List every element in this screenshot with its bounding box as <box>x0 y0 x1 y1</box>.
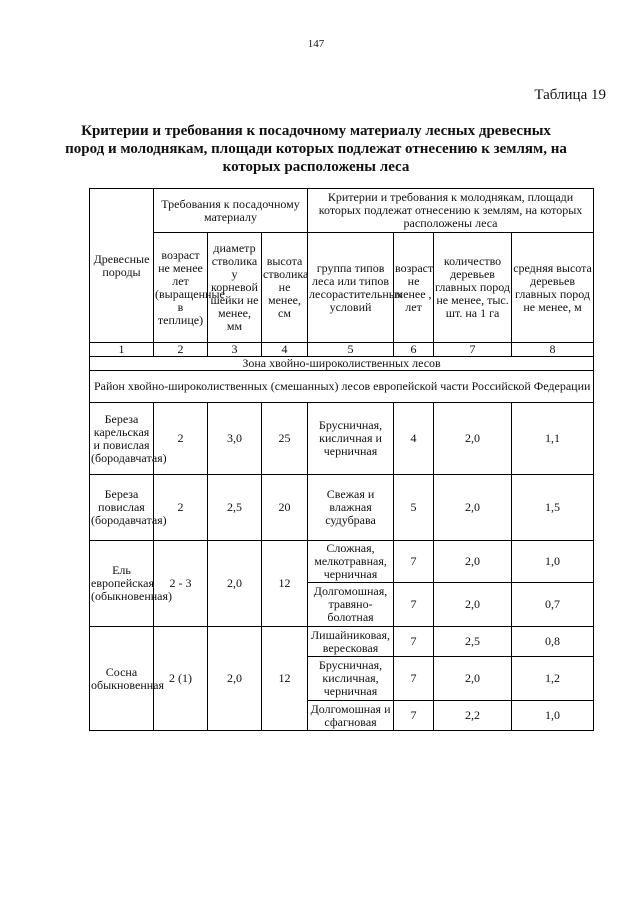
column-number: 1 <box>90 343 154 357</box>
young-age-cell: 7 <box>394 583 434 627</box>
forest-type-cell: Свежая и влажная судубрава <box>308 475 394 541</box>
young-age-cell: 7 <box>394 627 434 657</box>
column-number: 2 <box>154 343 208 357</box>
forest-type-cell: Лишайниковая, вересковая <box>308 627 394 657</box>
young-age-cell: 7 <box>394 541 434 583</box>
table-row <box>90 541 594 583</box>
tree-count-cell: 2,0 <box>434 541 512 583</box>
height-cell: 20 <box>262 475 308 541</box>
tree-count-cell: 2,0 <box>434 657 512 701</box>
region-row: Район хвойно-широколиственных (смешанных) лесов европейской части Российской Федерации <box>90 371 594 403</box>
zone-row: Зона хвойно-широколиственных лесов <box>90 357 594 371</box>
avg-height-cell: 0,8 <box>512 627 594 657</box>
tree-count-cell: 2,0 <box>434 583 512 627</box>
species-cell: Береза повислая (бородавчатая) <box>90 475 154 541</box>
header-tree-count: количество деревьев главных пород не менее, тыс. шт. на 1 га <box>434 233 512 343</box>
height-cell: 25 <box>262 403 308 475</box>
forest-type-cell: Долгомошная и сфагновая <box>308 701 394 731</box>
header-planting-material: Требования к посадочному материалу <box>154 189 308 233</box>
age-cell: 2 <box>154 475 208 541</box>
young-age-cell: 7 <box>394 657 434 701</box>
criteria-table <box>89 188 594 731</box>
header-diameter: диаметр стволика у корневой шейки не менее, мм <box>208 233 262 343</box>
avg-height-cell: 1,1 <box>512 403 594 475</box>
table-row <box>90 627 594 657</box>
avg-height-cell: 1,0 <box>512 541 594 583</box>
forest-type-cell: Брусничная, кисличная и черничная <box>308 403 394 475</box>
species-cell: Ель европейская (обыкновенная) <box>90 541 154 627</box>
column-number: 8 <box>512 343 594 357</box>
header-height: высота стволика не менее, см <box>262 233 308 343</box>
column-number: 3 <box>208 343 262 357</box>
tree-count-cell: 2,5 <box>434 627 512 657</box>
diameter-cell: 2,0 <box>208 627 262 731</box>
species-cell: Береза карельская и повислая (бородавчатая) <box>90 403 154 475</box>
header-species: Древесные породы <box>90 189 154 343</box>
header-age: возраст не менее лет (выращенные в теплице) <box>154 233 208 343</box>
avg-height-cell: 1,5 <box>512 475 594 541</box>
diameter-cell: 2,0 <box>208 541 262 627</box>
forest-type-cell: Сложная, мелкотравная, черничная <box>308 541 394 583</box>
column-number-row <box>90 343 594 357</box>
tree-count-cell: 2,0 <box>434 403 512 475</box>
tree-count-cell: 2,0 <box>434 475 512 541</box>
table-title: Критерии и требования к посадочному материалу лесных древесных пород и молоднякам, площади которых подлежат отнесению к землям, на которых расположены леса <box>65 123 567 175</box>
avg-height-cell: 1,0 <box>512 701 594 731</box>
age-cell: 2 (1) <box>154 627 208 731</box>
height-cell: 12 <box>262 541 308 627</box>
column-number: 4 <box>262 343 308 357</box>
column-number: 5 <box>308 343 394 357</box>
table-row <box>90 475 594 541</box>
tree-count-cell: 2,2 <box>434 701 512 731</box>
forest-type-cell: Долгомошная, травяно-болотная <box>308 583 394 627</box>
forest-type-cell: Брусничная, кисличная, черничная <box>308 657 394 701</box>
column-number: 7 <box>434 343 512 357</box>
height-cell: 12 <box>262 627 308 731</box>
header-avg-height: средняя высота деревьев главных пород не менее, м <box>512 233 594 343</box>
page-number: 147 <box>307 38 325 50</box>
avg-height-cell: 0,7 <box>512 583 594 627</box>
header-forest-type: группа типов леса или типов лесорастительных условий <box>308 233 394 343</box>
table-row <box>90 403 594 475</box>
table-label: Таблица 19 <box>534 87 606 103</box>
avg-height-cell: 1,2 <box>512 657 594 701</box>
header-young-stands: Критерии и требования к молоднякам, площади которых подлежат отнесению к землям, на которых расположены леса <box>308 189 594 233</box>
header-young-age: возраст не менее , лет <box>394 233 434 343</box>
diameter-cell: 3,0 <box>208 403 262 475</box>
age-cell: 2 - 3 <box>154 541 208 627</box>
young-age-cell: 5 <box>394 475 434 541</box>
young-age-cell: 4 <box>394 403 434 475</box>
diameter-cell: 2,5 <box>208 475 262 541</box>
age-cell: 2 <box>154 403 208 475</box>
species-cell: Сосна обыкновенная <box>90 627 154 731</box>
young-age-cell: 7 <box>394 701 434 731</box>
column-number: 6 <box>394 343 434 357</box>
